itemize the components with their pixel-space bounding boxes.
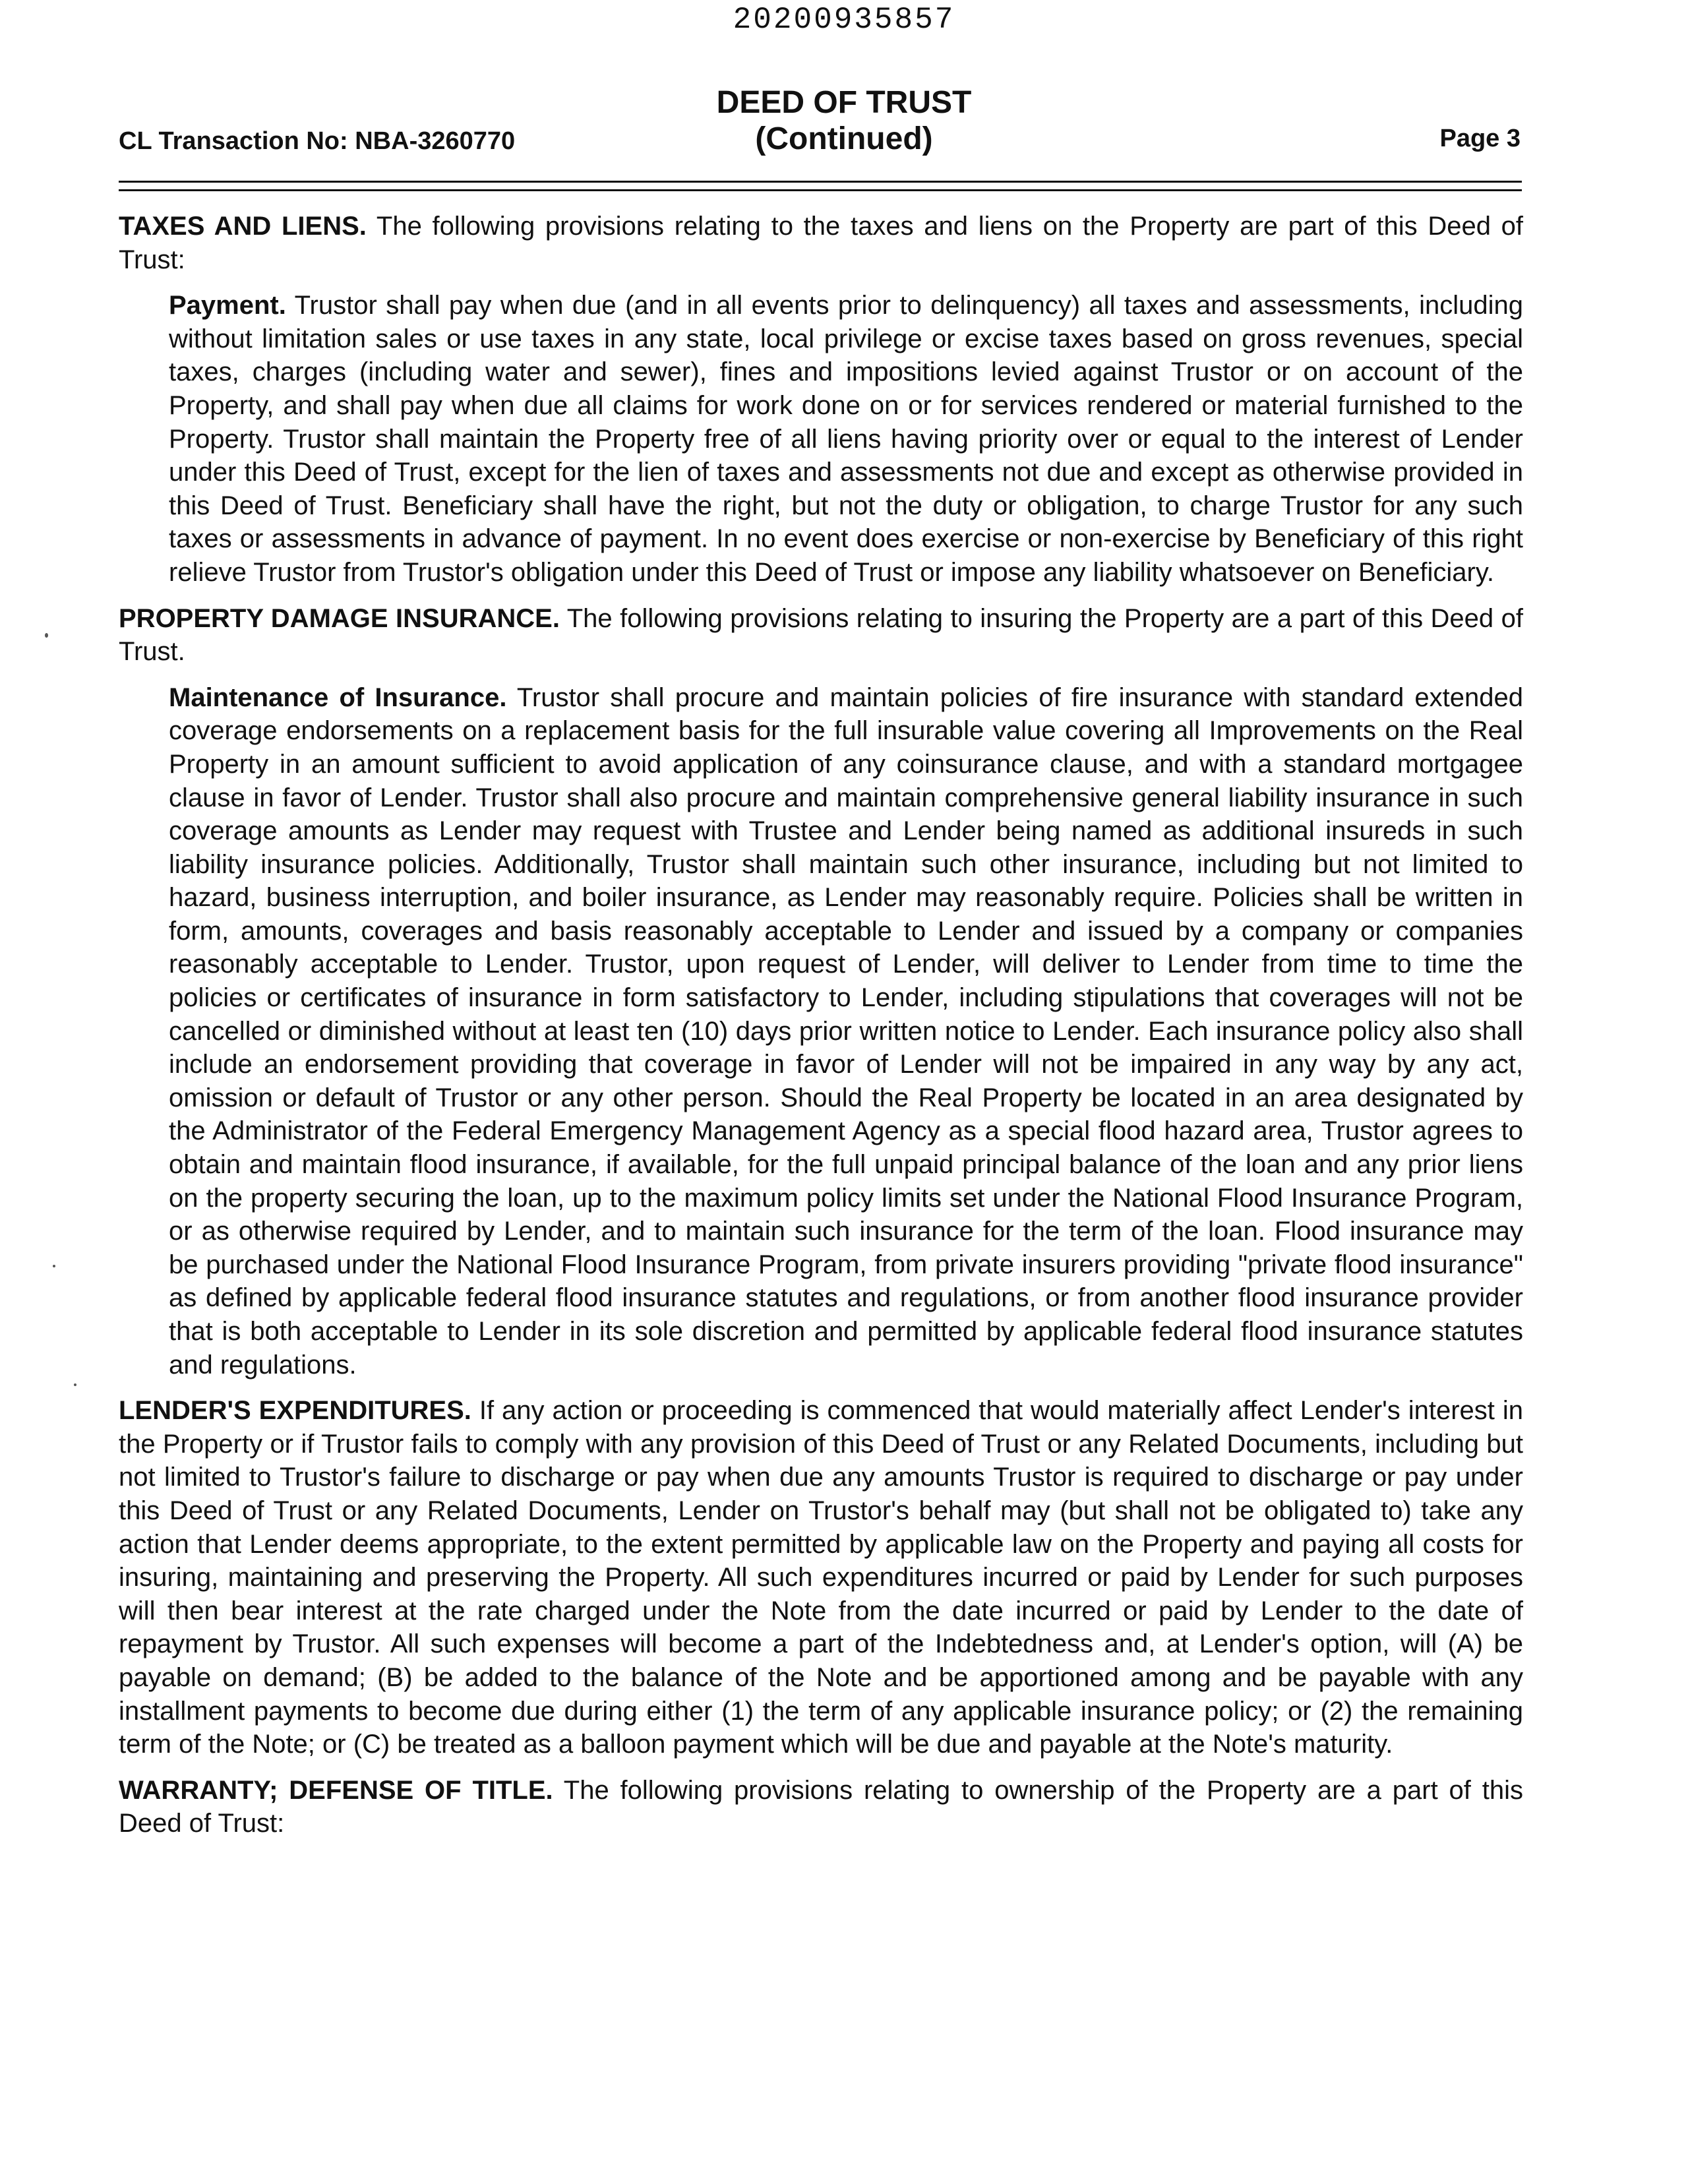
- scan-speck: [53, 1265, 55, 1267]
- section-heading: PROPERTY DAMAGE INSURANCE.: [119, 603, 560, 633]
- section-text: The following provisions relating to the taxes and liens on the Property are part of this Deed of Trust:: [119, 212, 1524, 274]
- subsection-heading: Maintenance of Insurance.: [169, 682, 507, 712]
- transaction-number: CL Transaction No: NBA-3260770: [119, 127, 516, 155]
- subsection-heading: Payment.: [169, 291, 286, 320]
- document-continued-label: (Continued): [755, 121, 933, 156]
- scan-speck: [45, 633, 48, 638]
- recording-number: 20200935857: [733, 3, 955, 37]
- section-text: The following provisions relating to insuring the Property are a part of this Deed of Trust.: [119, 603, 1524, 667]
- document-body: [119, 210, 1523, 1853]
- section-property-damage-insurance: [119, 602, 1523, 669]
- page-number: Page 3: [1439, 125, 1521, 152]
- header-divider-top: [119, 181, 1522, 183]
- subsection-text: Trustor shall pay when due (and in all events prior to delinquency) all taxes and assessments, including without limitation sales or use taxes in any state, local privilege or excise taxes based on gross revenues, special taxes, charges (including water and sewer), fines and impositions levied against Trustor or on account of the Property, and shall pay when due all claims for work done on or for services rendered or material furnished to the Property. Trustor shall maintain the Property free of all liens having priority over or equal to the interest of Lender under this Deed of Trust, except for the lien of taxes and assessments not due and except as otherwise provided in this Deed of Trust. Beneficiary shall have the right, but not the duty or obligation, to charge Trustor for any such taxes or assessments in advance of payment. In no event does exercise or non-exercise by Beneficiary of this right relieve Trustor from Trustor's obligation under this Deed of Trust or impose any liability whatsoever on Beneficiary.: [169, 291, 1523, 587]
- section-warranty-defense-of-title: [119, 1774, 1523, 1840]
- section-heading: LENDER'S EXPENDITURES.: [119, 1396, 471, 1426]
- section-taxes-and-liens: [119, 210, 1523, 276]
- header-divider-bottom: [119, 189, 1522, 191]
- document-title: DEED OF TRUST: [716, 85, 972, 120]
- subsection-payment: [169, 289, 1523, 589]
- section-lenders-expenditures: [119, 1394, 1523, 1761]
- section-heading: TAXES AND LIENS.: [119, 212, 367, 241]
- section-text: The following provisions relating to ownership of the Property are a part of this Deed of Trust:: [119, 1775, 1523, 1838]
- section-heading: WARRANTY; DEFENSE OF TITLE.: [119, 1775, 553, 1805]
- section-text: If any action or proceeding is commenced that would materially affect Lender's interest in the Property or if Trustor fails to comply with any provision of this Deed of Trust or any Related Documents, including but not limited to Trustor's failure to discharge or pay when due any amounts Trustor is required to discharge or pay under this Deed of Trust or any Related Documents, Lender on Trustor's behalf may (but shall not be obligated to) take any action that Lender deems appropriate, to the extent permitted by applicable law on the Property and paying all costs for insuring, maintaining and preserving the Property. All such expenditures incurred or paid by Lender for such purposes will then bear interest at the rate charged under the Note from the date incurred or paid by Lender to the date of repayment by Trustor. All such expenses will become a part of the Indebtedness and, at Lender's option, will (A) be payable on demand; (B) be added to the balance of the Note and be apportioned among and be payable with any installment payments to become due during either (1) the term of any applicable insurance policy; or (2) the remaining term of the Note; or (C) be treated as a balloon payment which will be due and payable at the Note's maturity.: [119, 1396, 1523, 1759]
- subsection-text: Trustor shall procure and maintain policies of fire insurance with standard extended coverage endorsements on a replacement basis for the full insurable value covering all Improvements on the Real Property in an amount sufficient to avoid application of any coinsurance clause, and with a standard mortgagee clause in favor of Lender. Trustor shall also procure and maintain comprehensive general liability insurance in such coverage amounts as Lender may request with Trustee and Lender being named as additional insureds in such liability insurance policies. Additionally, Trustor shall maintain such other insurance, including but not limited to hazard, business interruption, and boiler insurance, as Lender may reasonably require. Policies shall be written in form, amounts, coverages and basis reasonably acceptable to Lender and issued by a company or companies reasonably acceptable to Lender. Trustor, upon request of Lender, will deliver to Lender from time to time the policies or certificates of insurance in form satisfactory to Lender, including stipulations that coverages will not be cancelled or diminished without at least ten (10) days prior written notice to Lender. Each insurance policy also shall include an endorsement providing that coverage in favor of Lender will not be impaired in any way by any act, omission or default of Trustor or any other person. Should the Real Property be located in an area designated by the Administrator of the Federal Emergency Management Agency as a special flood hazard area, Trustor agrees to obtain and maintain flood insurance, if available, for the full unpaid principal balance of the loan and any prior liens on the property securing the loan, up to the maximum policy limits set under the National Flood Insurance Program, or as otherwise required by Lender, and to maintain such insurance for the term of the loan. Flood insurance may be purchased under the National Flood Insurance Program, from private insurers providing "private flood insurance" as defined by applicable federal flood insurance statutes and regulations, or from another flood insurance provider that is both acceptable to Lender in its sole discretion and permitted by applicable federal flood insurance statutes and regulations.: [169, 682, 1523, 1380]
- subsection-maintenance-of-insurance: [169, 681, 1523, 1381]
- scan-speck: [74, 1383, 76, 1386]
